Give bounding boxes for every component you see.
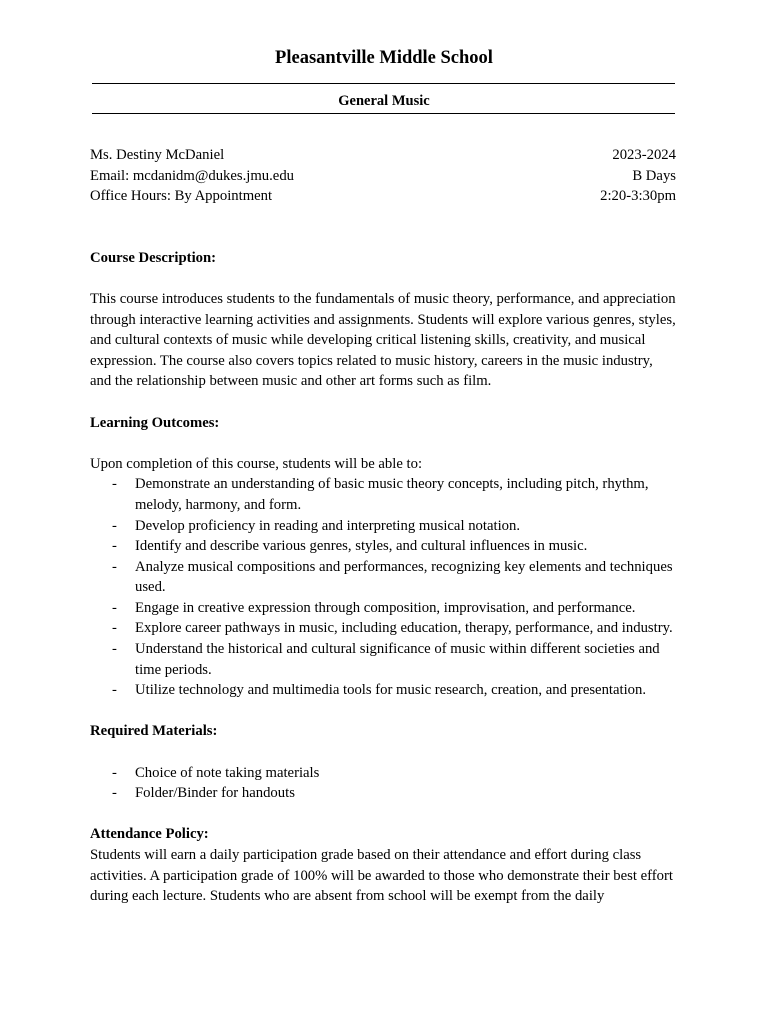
bullet-dash: - [112, 538, 117, 555]
list-item [90, 618, 676, 639]
list-item [90, 763, 676, 784]
bullet-dash: - [112, 785, 117, 802]
header-rule-bottom [92, 113, 675, 114]
bullet-dash: - [112, 764, 117, 781]
list-item-text: Develop proficiency in reading and interpreting musical notation. [135, 517, 521, 534]
list-item [90, 536, 676, 557]
section-gap [90, 804, 676, 825]
list-item-text: Identify and describe various genres, styles, and cultural influences in music. [135, 538, 588, 555]
attendance-policy-text: Students will earn a daily participation grade based on their attendance and effort during class activities. A participation grade of 100% will be awarded to those who demonstrate their best effort during each lecture. Students who are absent from school will be exempt from the daily [90, 847, 673, 905]
course-description-heading: Course Description: [90, 249, 217, 266]
list-item-text: Demonstrate an understanding of basic music theory concepts, including pitch, rhythm, melody, harmony, and form. [135, 476, 649, 513]
attendance-policy-heading: Attendance Policy: [90, 826, 209, 843]
bullet-dash: - [112, 641, 117, 658]
teacher-name: Ms. Destiny McDaniel [90, 147, 225, 163]
list-item-text: Understand the historical and cultural significance of music within different societies and time periods. [135, 641, 660, 678]
section-gap [90, 207, 676, 248]
class-time: 2:20-3:30pm [600, 188, 676, 205]
section-gap [90, 268, 676, 289]
bullet-dash: - [112, 558, 117, 575]
bullet-dash: - [112, 682, 117, 699]
bullet-dash: - [112, 599, 117, 616]
list-item [90, 557, 676, 598]
info-row-teacher [90, 145, 676, 166]
list-item-text: Choice of note taking materials [135, 764, 320, 781]
section-gap [90, 701, 676, 722]
list-item [90, 639, 676, 680]
teacher-email[interactable]: Email: mcdanidm@dukes.jmu.edu [90, 167, 295, 184]
required-materials-heading: Required Materials: [90, 723, 218, 740]
bullet-dash: - [112, 517, 117, 534]
list-item [90, 783, 676, 804]
bullet-dash: - [112, 620, 117, 637]
learning-outcomes-heading: Learning Outcomes: [90, 414, 220, 431]
info-row-office-hours [90, 186, 676, 207]
course-description-text: This course introduces students to the fundamentals of music theory, performance, and appreciation through interactive learning activities and assignments. Students will explore various genres, styles, and cultural contexts of music while developing critical listening skills, creativity, and musical expression. The course also covers topics related to music history, careers in the music industry, and the relationship between music and other art forms such as film. [90, 290, 676, 390]
section-gap [90, 742, 676, 763]
list-item [90, 516, 676, 537]
bullet-dash: - [112, 476, 117, 493]
class-days: B Days [632, 167, 676, 184]
school-year: 2023-2024 [612, 147, 676, 163]
list-item-text: Folder/Binder for handouts [135, 785, 295, 802]
office-hours: Office Hours: By Appointment [90, 188, 273, 205]
learning-outcomes-intro: Upon completion of this course, students will be able to: [90, 455, 423, 472]
section-gap [90, 392, 676, 413]
school-title: Pleasantville Middle School [275, 48, 493, 68]
list-item [90, 680, 676, 701]
list-item [90, 474, 676, 515]
info-row-email [90, 166, 676, 187]
list-item-text: Explore career pathways in music, including education, therapy, performance, and industry. [135, 620, 673, 637]
list-item-text: Utilize technology and multimedia tools for music research, creation, and presentation. [135, 682, 647, 699]
list-item [90, 598, 676, 619]
learning-outcomes-list [90, 474, 676, 701]
syllabus-body [90, 145, 676, 907]
list-item-text: Analyze musical compositions and performances, recognizing key elements and techniques used. [135, 558, 673, 596]
list-item-text: Engage in creative expression through composition, improvisation, and performance. [135, 599, 636, 616]
required-materials-list [90, 763, 676, 804]
course-title: General Music [338, 93, 430, 109]
header-rule-top [92, 83, 675, 84]
section-gap [90, 433, 676, 454]
